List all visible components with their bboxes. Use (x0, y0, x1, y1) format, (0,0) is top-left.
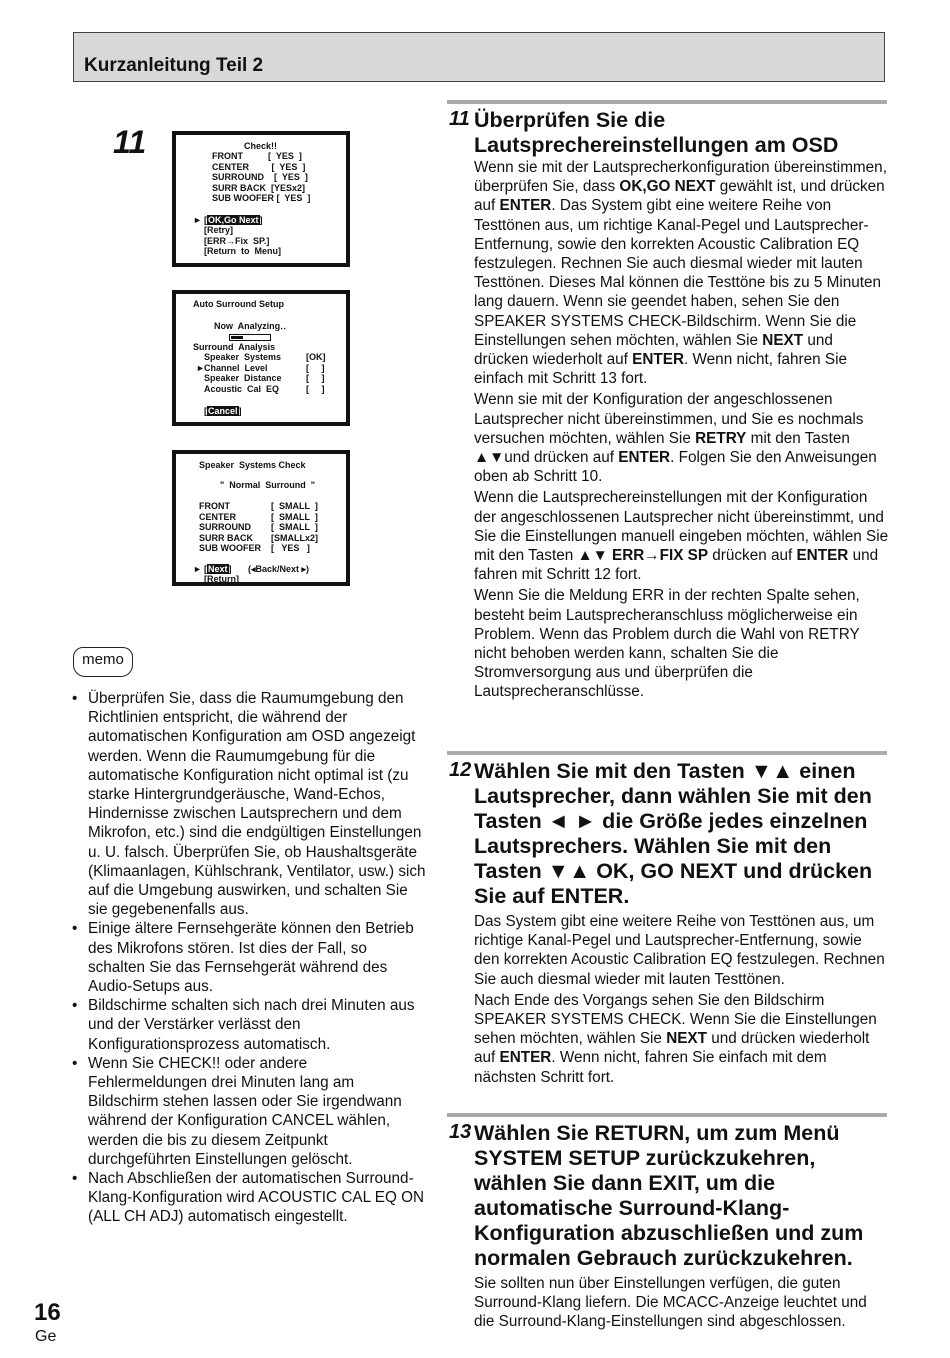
osd-item-label: Speaker Distance (204, 373, 282, 383)
osd-next-label[interactable]: Next (208, 564, 228, 574)
osd-title: Auto Surround Setup (193, 299, 284, 309)
progress-bar (229, 334, 271, 341)
osd-line: FRONT [ YES ] (212, 151, 302, 161)
osd-selected-option[interactable]: OK,Go Next (208, 215, 259, 225)
osd-auto-setup-screen (172, 290, 350, 426)
divider (447, 751, 887, 755)
osd-title: Speaker Systems Check (199, 460, 306, 470)
osd-item-value: [ ] (306, 384, 325, 394)
step-11 (449, 108, 889, 702)
osd-cancel-button[interactable]: [Cancel] (204, 406, 242, 416)
osd-row-label: SUB WOOFER (199, 543, 261, 553)
language-code: Ge (35, 1328, 57, 1345)
osd-row-label: SURR BACK (199, 533, 253, 543)
memo-label: memo (82, 651, 124, 668)
step-number: 13 (449, 1121, 472, 1143)
osd-line: Check!! (244, 141, 278, 151)
osd-item-label: Speaker Systems (204, 352, 282, 362)
osd-item-value: [ ] (306, 363, 325, 373)
step-paragraph: Wenn Sie die Meldung ERR in der rechten Spalte sehen, besteht beim Lautsprecheranschluss möglicherweise ein Problem. Wenn das Problem durch die Wahl von RETRY nicht behoben werden kann, schalten Sie die Stromversorgung aus und überprüfen die Lautsprecheranschlüsse. (474, 587, 860, 701)
osd-row-value: [ YES ] (271, 543, 310, 553)
osd-return-option[interactable]: [Return] (204, 574, 239, 584)
osd-option-ok[interactable]: [OK,Go Next] (204, 215, 263, 225)
memo-icon (73, 643, 135, 683)
step-paragraph: Wenn sie mit der Lautsprecherkonfiguration übereinstimmen, überprüfen Sie, dass OK,GO NEXT gewählt ist, und drücken auf ENTER. Das System gibt eine weitere Reihe von Testtönen aus, um richtige Kanal-Pegel und Lautsprecher-Entfernung, sowie den korrekten Acoustic Calibration EQ festzulegen. Rechnen Sie auch diesmal wieder mit lauten Testtönen. Dieses Mal können die Testtöne bis zu 5 Minuten lang dauern. Wenn sie geendet haben, sehen Sie den SPEAKER SYSTEMS CHECK-Bildschirm. Wenn Sie die Einstellungen sehen möchten, wählen Sie NEXT und drücken wiederholt auf ENTER. Wenn nicht, fahren Sie einfach mit Schritt 13 fort. (474, 159, 887, 388)
step-paragraph: Wenn sie mit der Konfiguration der angeschlossenen Lautsprecher nicht übereinstimmen, und Sie es nochmals versuchen möchten, wählen Sie RETRY mit den Tasten ▲▼und drücken auf ENTER. Folgen Sie den Anweisungen oben ab Schritt 10. (474, 391, 877, 486)
osd-cursor: ► (193, 564, 202, 574)
step-heading: Wählen Sie RETURN, um zum Menü SYSTEM SETUP zurückzukehren, wählen Sie dann EXIT, um die automatische Surround-Klang-Konfiguration abzuschließen und zum normalen Gebrauch zurückzukehren. (474, 1121, 864, 1270)
osd-item-value: [OK] (306, 352, 326, 362)
osd-status: Now Analyzing‥ (214, 321, 287, 331)
section-title: Kurzanleitung Teil 2 (84, 55, 264, 76)
osd-cancel-label[interactable]: Cancel (208, 406, 238, 416)
step-paragraph: Wenn die Lautsprechereinstellungen mit der Konfiguration der angeschlossenen Lautsprecher nicht übereinstimmt, und Sie die Einstellungen manuell eingeben möchten, wählen Sie mit den Tasten ▲▼ ERR→FIX SP drücken auf ENTER und fahren mit Schritt 12 fort. (474, 489, 889, 584)
osd-item-value: [ ] (306, 373, 325, 383)
step-heading: Überprüfen Sie die Lautsprechereinstellungen am OSD (474, 108, 839, 157)
step-paragraph: Sie sollten nun über Einstellungen verfügen, die guten Surround-Klang liefern. Die MCACC-Anzeige leuchtet und die Surround-Klang-Einstellungen sind abgeschlossen. (474, 1275, 867, 1331)
osd-item-label: Channel Level (204, 363, 268, 373)
memo-notes-list (70, 689, 426, 1227)
osd-row-value: [SMALLx2] (271, 533, 318, 543)
step-number: 12 (449, 759, 472, 781)
osd-row-label: CENTER (199, 512, 237, 522)
osd-row-value: [ SMALL ] (271, 501, 318, 511)
section-header (73, 32, 885, 82)
osd-option[interactable]: [Retry] (204, 225, 234, 235)
osd-row-value: [ SMALL ] (271, 512, 318, 522)
osd-item-label: Acoustic Cal EQ (204, 384, 280, 394)
osd-next-button[interactable]: [Next] (204, 564, 232, 574)
osd-line: SUB WOOFER [ YES ] (212, 193, 311, 203)
step-heading: Wählen Sie mit den Tasten ▼▲ einen Lautsprecher, dann wählen Sie mit den Tasten ◄ ► die Größe jedes einzelnen Lautsprechers. Wählen Sie mit den Tasten ▼▲ OK, GO NEXT und drücken Sie auf ENTER. (474, 759, 873, 908)
osd-line: CENTER [ YES ] (212, 162, 306, 172)
osd-section: Surround Analysis (193, 342, 276, 352)
osd-subtitle: " Normal Surround " (220, 480, 316, 490)
osd-check-screen (172, 131, 350, 267)
osd-row-label: SURROUND (199, 522, 252, 532)
step-13 (449, 1121, 889, 1332)
step-12 (449, 759, 889, 1087)
osd-cursor: ► (196, 363, 205, 373)
step-paragraph: Nach Ende des Vorgangs sehen Sie den Bildschirm SPEAKER SYSTEMS CHECK. Wenn Sie die Einstellungen sehen möchten, wählen Sie NEXT und drücken wiederholt auf ENTER. Wenn nicht, fahren Sie einfach mit dem nächsten Schritt fort. (474, 991, 877, 1086)
step-paragraph: Das System gibt eine weitere Reihe von Testtönen aus, um richtige Kanal-Pegel und Lautsprecher-Entfernung, sowie den korrekten Acoustic Calibration EQ festzulegen. Rechnen Sie auch diesmal wieder mit lauten Testtönen. (474, 913, 885, 988)
list-item: • Bildschirme schalten sich nach drei Minuten aus und der Verstärker verlässt den Konfigurationsprozess automatisch. (70, 996, 426, 1054)
osd-cursor: ► (193, 215, 202, 225)
left-step-number: 11 (113, 124, 147, 160)
divider (447, 100, 887, 104)
list-item: • Nach Abschließen der automatischen Surround-Klang-Konfiguration wird ACOUSTIC CAL EQ ON (ALL CH ADJ) automatisch eingestellt. (70, 1169, 426, 1227)
osd-line: SURR BACK [YESx2] (212, 183, 306, 193)
osd-row-label: FRONT (199, 501, 230, 511)
osd-line: SURROUND [ YES ] (212, 172, 308, 182)
osd-speaker-check-screen (172, 450, 350, 586)
page-number: 16 (34, 1299, 61, 1326)
osd-option[interactable]: [ERR→Fix SP.] (204, 236, 270, 246)
divider (447, 1113, 887, 1117)
list-item: • Einige ältere Fernsehgeräte können den Betrieb des Mikrofons stören. Ist dies der Fall, so schalten Sie das Fernsehgerät während des Audio-Setups aus. (70, 919, 426, 996)
osd-option[interactable]: [Return to Menu] (204, 246, 281, 256)
list-item: • Überprüfen Sie, dass die Raumumgebung den Richtlinien entspricht, die während der automatischen Konfiguration am OSD angezeigt werden. Wenn die Raumumgebung für die automatische Konfiguration nicht optimal ist (zu starke Hintergrundgeräusche, Wand-Echos, Hindernisse zwischen Lautsprechern und dem Mikrofon, etc.) sind die endgültigen Einstellungen u. U. falsch. Überprüfen Sie, ob Haushaltsgeräte (Klimaanlagen, Kühlschrank, Ventilator, usw.) sich auf die Umgebung auswirken, und schalten Sie sie gegebenenfalls aus. (70, 689, 426, 919)
list-item: • Wenn Sie CHECK!! oder andere Fehlermeldungen drei Minuten lang am Bildschirm stehen lassen oder Sie irgendwann während der Konfiguration CANCEL wählen, werden die bis zu diesem Zeitpunkt durchgeführten Einstellungen gelöscht. (70, 1054, 426, 1169)
osd-row-value: [ SMALL ] (271, 522, 318, 532)
osd-hint: (◂Back/Next ▸) (248, 564, 310, 574)
step-number: 11 (449, 108, 470, 130)
